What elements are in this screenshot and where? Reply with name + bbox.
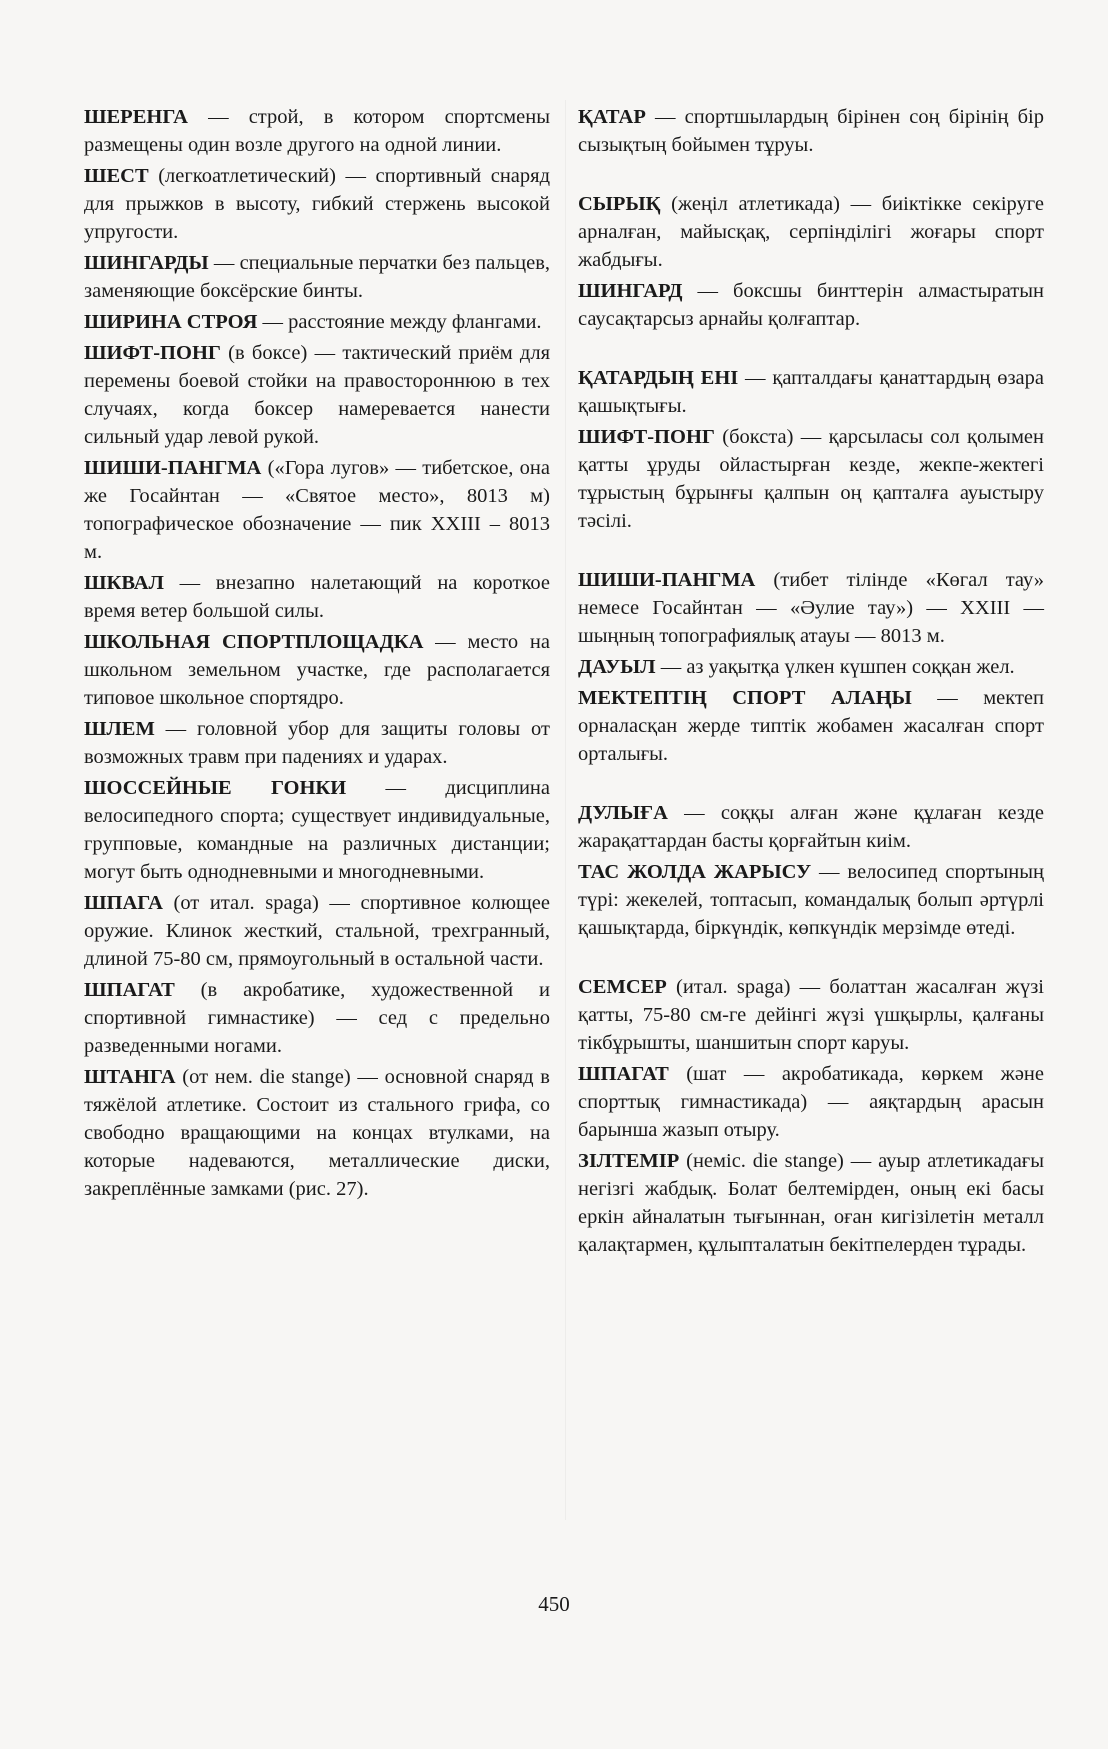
- definition: — специальные перчатки без пальцев, заменяющие боксёрские бинты.: [84, 252, 550, 302]
- definition: (шат — акробатикада, көркем және спорттық гимнастикада) — аяқтардың арасын барынша жазып отыру.: [578, 1063, 1044, 1141]
- entry-shkval: [84, 569, 550, 625]
- entry-shest: [84, 162, 550, 246]
- definition: — велосипед спортының түрі: жекелей, топтасып, командалық болып әртүрлі қашықтарда, біркүндік, көпкүндік мерзімде өтеді.: [578, 861, 1044, 939]
- entry-qatardyn-eni: [578, 364, 1044, 420]
- definition: — соққы алған және құлаған кезде жарақаттардан басты қорғайтын киім.: [578, 802, 1044, 852]
- term: ДАУЫЛ: [578, 656, 656, 678]
- term: ШИНГАРДЫ: [84, 252, 209, 274]
- definition: (итал. spaga) — болаттан жасалған жүзі қатты, 75-80 см-ге дейінгі жүзі үшқырлы, қалғаны тікбұрышты, шаншитын спорт каруы.: [578, 976, 1044, 1054]
- definition: — мектеп орналасқан жерде типтік жобамен жасалған спорт орталығы.: [578, 687, 1044, 765]
- column-divider: [565, 100, 566, 1520]
- definition: (жеңіл атлетикада) — биіктікке секіруге арналған, майысқақ, серпінділігі жоғары спорт жабдығы.: [578, 193, 1044, 271]
- entry-shkolnaya-sportploshchadka: [84, 628, 550, 712]
- term: ШИШИ-ПАНГМА: [84, 457, 262, 479]
- entry-qatar: [578, 103, 1044, 159]
- entry-ziltemir: [578, 1147, 1044, 1259]
- definition: — боксшы бинттерін алмастыратын саусақтарсыз арнайы қолғаптар.: [578, 280, 1044, 330]
- definition: — аз уақытқа үлкен күшпен соққан жел.: [655, 656, 1015, 678]
- entry-shift-pong-kz: [578, 423, 1044, 535]
- entry-dulygha: [578, 799, 1044, 855]
- term: СЫРЫҚ: [578, 193, 661, 215]
- entry-shishi-pangma-kz: [578, 566, 1044, 650]
- term: ҚАТАР: [578, 106, 646, 128]
- term: ШТАНГА: [84, 1066, 176, 1088]
- term: ШПАГА: [84, 892, 163, 914]
- definition: — место на школьном земельном участке, где располагается типовое школьное спортядро.: [84, 631, 550, 709]
- term: ШИФТ-ПОНГ: [84, 342, 221, 364]
- left-column-russian: [84, 103, 550, 1206]
- term: ТАС ЖОЛДА ЖАРЫСУ: [578, 861, 812, 883]
- term: СЕМСЕР: [578, 976, 667, 998]
- definition: (легкоатлетический) — спортивный снаряд для прыжков в высоту, гибкий стержень высокой упругости.: [84, 165, 550, 243]
- definition: (тибет тілінде «Көгал тау» немесе Госайнтан — «Әулие тау») — XXIII — шыңның топографиялық атауы — 8013 м.: [578, 569, 1044, 647]
- definition: — расстояние между флангами.: [257, 311, 542, 333]
- definition: (в боксе) — тактический приём для перемены боевой стойки на правостороннюю в тех случаях, когда боксер намеревается нанести сильный удар левой рукой.: [84, 342, 550, 448]
- term: ШКВАЛ: [84, 572, 164, 594]
- entry-shingardy: [84, 249, 550, 305]
- term: ШПАГАТ: [578, 1063, 669, 1085]
- term: ЗІЛТЕМІР: [578, 1150, 680, 1172]
- entry-shirina-stroya: [84, 308, 550, 336]
- definition: — дисциплина велосипедного спорта; существует индивидуальные, групповые, командные на различных дистанции; могут быть однодневными и многодневными.: [84, 777, 550, 883]
- entry-tas-zholda-zharysu: [578, 858, 1044, 942]
- entry-shosseynye-gonki: [84, 774, 550, 886]
- definition: — строй, в котором спортсмены размещены один возле другого на одной линии.: [84, 106, 550, 156]
- definition: (от нем. die stange) — основной снаряд в тяжёлой атлетике. Состоит из стального грифа, со свободно вращающими на концах втулками, на которые надеваются, металлические диски, закреплённые замками (рис. 27).: [84, 1066, 550, 1200]
- entry-shpagat: [84, 976, 550, 1060]
- entry-shpaga: [84, 889, 550, 973]
- entry-sherenga: [84, 103, 550, 159]
- definition: — спортшылардың бірінен соң бірінің бір сызықтың бойымен тұруы.: [578, 106, 1044, 156]
- term: ШПАГАТ: [84, 979, 175, 1001]
- entry-shlem: [84, 715, 550, 771]
- definition: — внезапно налетающий на короткое время ветер большой силы.: [84, 572, 550, 622]
- definition: («Гора лугов» — тибетское, она же Госайнтан — «Святое место», 8013 м) топографическое обозначение — пик XXIII – 8013 м.: [84, 457, 550, 563]
- term: ШЕСТ: [84, 165, 149, 187]
- entry-shishi-pangma: [84, 454, 550, 566]
- term: ШЛЕМ: [84, 718, 155, 740]
- page-number: 450: [538, 1592, 570, 1616]
- definition: — қапталдағы қанаттардың өзара қашықтығы.: [578, 367, 1044, 417]
- entry-shingard: [578, 277, 1044, 333]
- term: ШОССЕЙНЫЕ ГОНКИ: [84, 777, 347, 799]
- term: ДУЛЫҒА: [578, 802, 668, 824]
- entry-shpagat-kz: [578, 1060, 1044, 1144]
- entry-mekteptin-sport-alany: [578, 684, 1044, 768]
- entry-semser: [578, 973, 1044, 1057]
- term: ШИШИ-ПАНГМА: [578, 569, 756, 591]
- term: ШКОЛЬНАЯ СПОРТПЛОЩАДКА: [84, 631, 424, 653]
- definition: (неміс. die stange) — ауыр атлетикадағы негізгі жабдық. Болат белтемірден, оның екі басы еркін айналатын тығыннан, оған кигізілетін металл қалақтармен, құлыпталатын бекітпелерден тұрады.: [578, 1150, 1044, 1256]
- entry-shift-pong: [84, 339, 550, 451]
- definition: (бокста) — қарсыласы сол қолымен қатты ұруды ойластырған кезде, жекпе-жектегі тұрыстың бұрынғы қалпын оң қапталға ауыстыру тәсілі.: [578, 426, 1044, 532]
- entry-dauyl: [578, 653, 1044, 681]
- right-column-kazakh: [578, 103, 1044, 1262]
- definition: (от итал. spaga) — спортивное колющее оружие. Клинок жесткий, стальной, трехгранный, длиной 75-80 см, прямоугольный в остальной части.: [84, 892, 550, 970]
- term: МЕКТЕПТІҢ СПОРТ АЛАҢЫ: [578, 687, 912, 709]
- definition: (в акробатике, художественной и спортивной гимнастике) — сед с предельно разведенными ногами.: [84, 979, 550, 1057]
- term: ШЕРЕНГА: [84, 106, 188, 128]
- entry-syryq: [578, 190, 1044, 274]
- term: ШИРИНА СТРОЯ: [84, 311, 258, 333]
- entry-shtanga: [84, 1063, 550, 1203]
- term: ШИФТ-ПОНГ: [578, 426, 715, 448]
- term: ҚАТАРДЫҢ ЕНІ: [578, 367, 739, 389]
- definition: — головной убор для защиты головы от возможных травм при падениях и ударах.: [84, 718, 550, 768]
- term: ШИНГАРД: [578, 280, 683, 302]
